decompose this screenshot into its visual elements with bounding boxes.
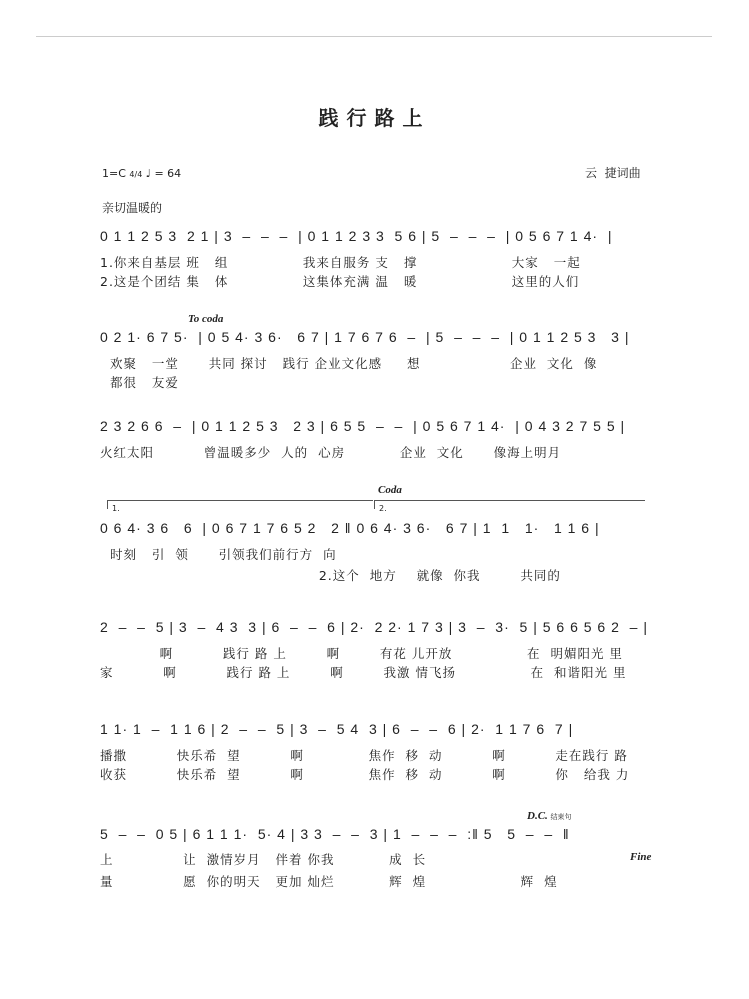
to-coda-mark: To coda [188, 313, 224, 325]
key-tempo [102, 167, 181, 180]
tempo: ♩ = 64 [145, 167, 182, 180]
coda-mark: Coda [378, 484, 402, 496]
lyrics-row-6-verse-1: 播撒 快乐希 望 啊 焦作 移 动 啊 走在践行 路 [100, 748, 628, 763]
fine-mark: Fine [630, 851, 652, 863]
lyrics-row-3: 火红太阳 曾温暖多少 人的 心房 企业 文化 像海上明月 [100, 445, 562, 460]
lyrics-row-7-verse-2: 量 愿 你的明天 更加 灿烂 辉 煌 辉 煌 [100, 874, 558, 889]
lyrics-row-2-verse-2: 都很 友爱 [100, 375, 179, 390]
notation-row-5: 2 – – 5 | 3 – 4 3 3 | 6 – – 6 | 2· 2 2· 1 7 3 | 3 – 3· 5 | 5 6 6 5 6 2 – | [100, 619, 648, 635]
volta-1-bracket [107, 500, 373, 509]
lyrics-row-7-verse-1: 上 让 激情岁月 伴着 你我 成 长 [100, 852, 427, 867]
lyrics-row-5-verse-2: 家 啊 践行 路 上 啊 我激 情飞扬 在 和谐阳光 里 [100, 665, 627, 680]
volta-2-label: 2. [379, 504, 387, 513]
notation-row-6: 1 1· 1 – 1 1 6 | 2 – – 5 | 3 – 5 4 3 | 6 – – 6 | 2· 1 1 7 6 7 | [100, 721, 574, 737]
notation-row-4: 0 6 4· 3 6 6 | 0 6 7 1 7 6 5 2 2 ‖ 0 6 4· 3 6· 6 7 | 1 1 1· 1 1 6 | [100, 520, 600, 536]
lyrics-row-1-verse-1: 1.你来自基层 班 组 我来自服务 支 撑 大家 一起 [100, 255, 581, 270]
volta-1-label: 1. [112, 504, 120, 513]
dc-note: 结束句 [550, 813, 572, 821]
dc-mark [527, 810, 572, 822]
lyrics-row-2-verse-1: 欢聚 一堂 共同 探讨 践行 企业文化感 想 企业 文化 像 [100, 356, 598, 371]
lyrics-row-1-verse-2: 2.这是个团结 集 体 这集体充满 温 暖 这里的人们 [100, 274, 580, 289]
key-signature: 1=C [102, 167, 126, 180]
notation-row-1: 0 1 1 2 5 3 2 1 | 3 – – – | 0 1 1 2 3 3 5 6 | 5 – – – | 0 5 6 7 1 4· | [100, 228, 613, 244]
lyrics-row-4-verse-2: 2.这个 地方 就像 你我 共同的 [100, 568, 561, 583]
lyrics-row-5-verse-1: 啊 践行 路 上 啊 有花 儿开放 在 明媚阳光 里 [100, 646, 623, 661]
notation-row-7: 5 – – 0 5 | 6 1 1 1· 5· 4 | 3 3 – – 3 | 1 – – – :‖ 5 5 – – ‖ [100, 826, 570, 842]
time-signature: 4/4 [129, 170, 143, 179]
notation-row-2: 0 2 1· 6 7 5· | 0 5 4· 3 6· 6 7 | 1 7 6 7 6 – | 5 – – – | 0 1 1 2 5 3 3 | [100, 329, 630, 345]
lyrics-row-4-verse-1: 时刻 引 领 引领我们前行方 向 [100, 547, 337, 562]
volta-2-bracket [374, 500, 645, 509]
notation-row-3: 2 3 2 6 6 – | 0 1 1 2 5 3 2 3 | 6 5 5 – – | 0 5 6 7 1 4· | 0 4 3 2 7 5 5 | [100, 418, 626, 434]
lyrics-row-6-verse-2: 收获 快乐希 望 啊 焦作 移 动 啊 你 给我 力 [100, 767, 630, 782]
top-divider [36, 36, 712, 37]
composer: 云 捷词曲 [585, 166, 641, 180]
song-title: 践行路上 [318, 106, 431, 130]
dc-label: D.C. [527, 810, 548, 822]
expression-mark: 亲切温暖的 [102, 201, 163, 215]
